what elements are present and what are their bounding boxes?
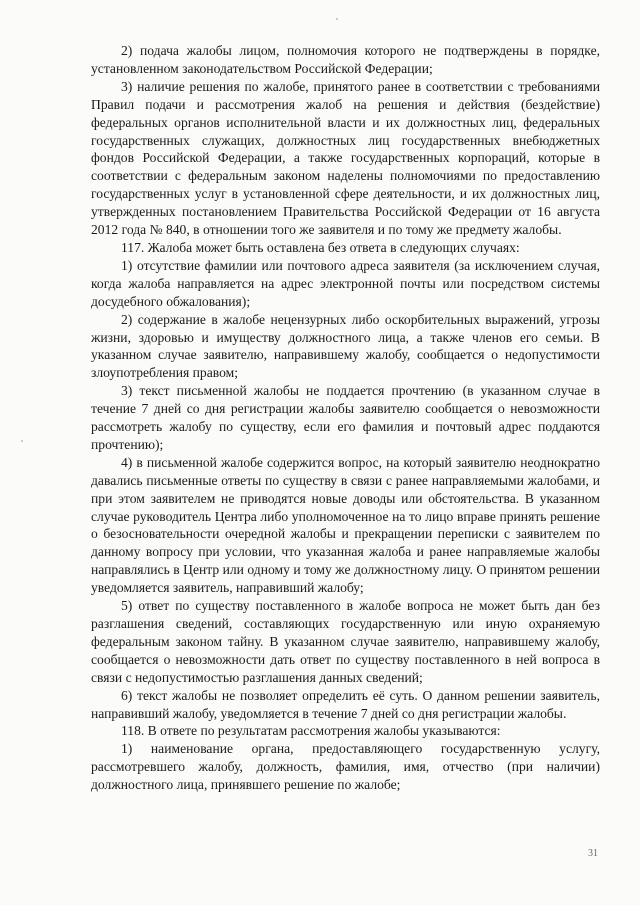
paragraph-117-item-3: 3) текст письменной жалобы не поддается прочтению (в указанном случае в течение 7 дней со дня регистрации жалобы заявителю сообщается о невозможности рассмотреть жалобу по существу, если его фамилия и почтовый адрес поддаются прочтению); — [91, 383, 600, 452]
paragraph-section-118: 118. В ответе по результатам рассмотрения жалобы указываются: — [121, 723, 501, 739]
paragraph-refusal-item-3: 3) наличие решения по жалобе, принятого ранее в соответствии с требованиями Правил подачи и рассмотрения жалоб на решения и действия (бездействие) федеральных органов исполнительной власти и их должностных лиц, федеральных государственных служащих, должностных лиц государственных внебюджетных фондов Российской Федерации, а также государственных корпораций, которые в соответствии с федеральным законом наделены полномочиями по предоставлению государственных услуг в установленной сфере деятельности, и их должностных лиц, утвержденных постановлением Правительства Российской Федерации от 16 августа 2012 года № 840, в отношении того же заявителя и по тому же предмету жалобы. — [91, 78, 600, 238]
paragraph-118-item-1: 1) наименование органа, предоставляющего государственную услугу, рассмотревшего жалобу, должность, фамилия, имя, отчество (при наличии) должностного лица, принявшего решение по жалобе; — [91, 741, 600, 793]
paragraph-117-item-6: 6) текст жалобы не позволяет определить её суть. О данном решении заявитель, направивший жалобу, уведомляется в течение 7 дней со дня регистрации жалобы. — [91, 687, 600, 721]
paragraph-refusal-item-2: 2) подача жалобы лицом, полномочия которого не подтверждены в порядке, установленном законодательством Российской Федерации; — [91, 43, 600, 76]
scan-speck — [21, 440, 23, 442]
paragraph-117-item-2: 2) содержание в жалобе нецензурных либо оскорбительных выражений, угрозы жизни, здоровью и имуществу должностного лица, а также членов его семьи. В указанном случае заявителю, направившему жалобу, сообщается о недопустимости злоупотребления правом; — [91, 311, 600, 381]
paragraph-117-item-4: 4) в письменной жалобе содержится вопрос, на который заявителю неоднократно давались письменные ответы по существу в связи с ранее направляемыми жалобами, и при этом заявителем не приводятся новые доводы или обстоятельства. В указанном случае руководитель Центра либо уполномоченное на то лицо вправе принять решение о безосновательности очередной жалобы и прекращении переписки с заявителем по данному вопросу при условии, что указанная жалоба и ранее направляемые жалобы направлялись в Центр или одному и тому же должностному лицу. О принятом решении уведомляется заявитель, направивший жалобу; — [91, 454, 600, 596]
paragraph-117-item-1: 1) отсутствие фамилии или почтового адреса заявителя (за исключением случая, когда жалоба направляется на адрес электронной почты или посредством системы досудебного обжалования); — [91, 257, 600, 309]
scan-speck — [336, 18, 338, 20]
page-number: 31 — [588, 848, 598, 859]
document-body — [91, 42, 600, 794]
paragraph-section-117: 117. Жалоба может быть оставлена без ответа в следующих случаях: — [121, 239, 520, 255]
paragraph-117-item-5: 5) ответ по существу поставленного в жалобе вопроса не может быть дан без разглашения сведений, составляющих государственную или иную охраняемую федеральным законом тайну. В указанном случае заявителю, направившему жалобу, сообщается о невозможности дать ответ по существу поставленного в ней вопроса в связи с недопустимостью разглашения данных сведений; — [91, 598, 600, 685]
